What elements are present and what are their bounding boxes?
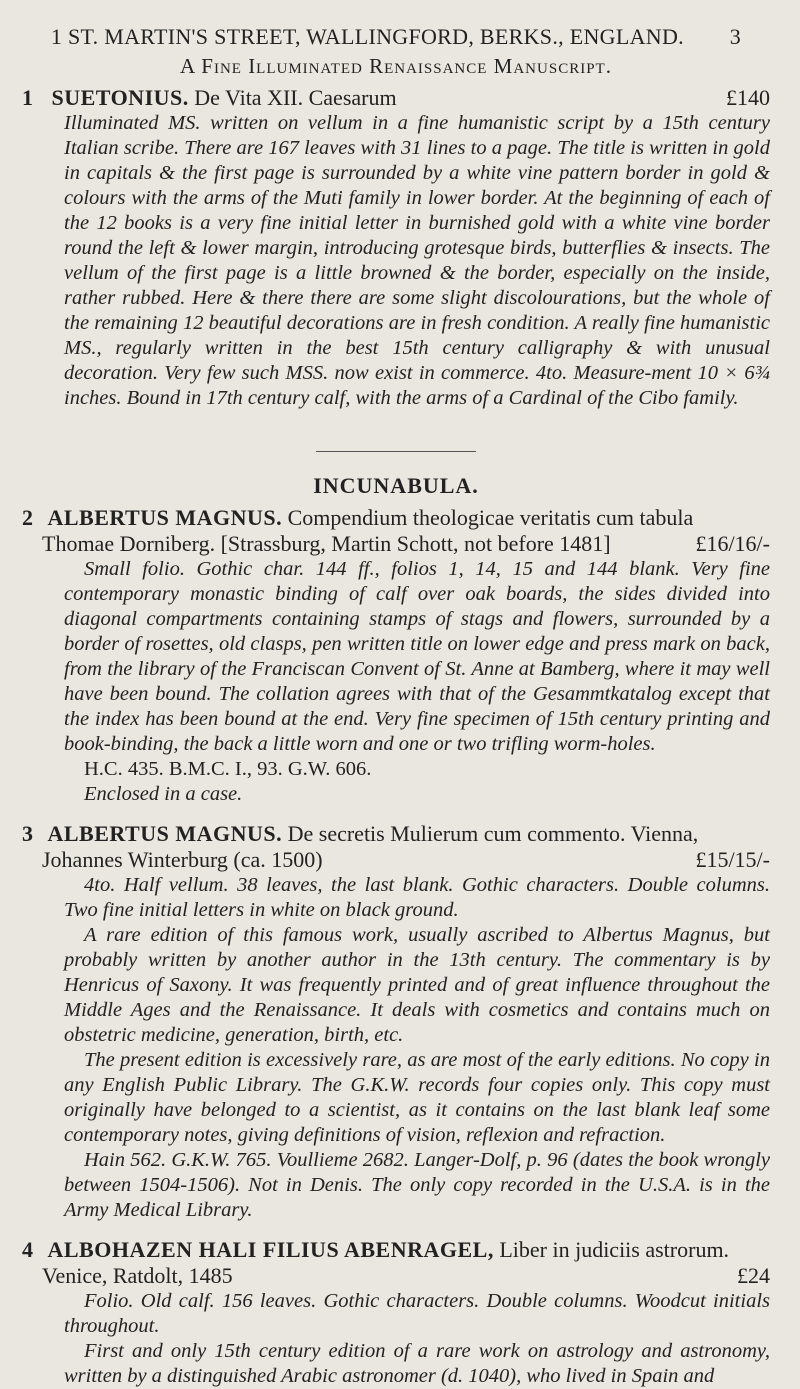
entry-imprint: Venice, Ratdolt, 1485 bbox=[42, 1263, 233, 1288]
entry-heading bbox=[22, 505, 770, 531]
entry-title: De secretis Mulierum cum commento. Vienna, bbox=[287, 821, 699, 846]
entry-number: 3 bbox=[22, 821, 33, 846]
entry-author: ALBERTUS MAGNUS. bbox=[47, 821, 283, 846]
description-paragraph: Hain 562. G.K.W. 765. Voullieme 2682. Langer-Dolf, p. 96 (dates the book wrongly between 1504-1506). Not in Denis. The only copy recorded in the U.S.A. is in the Army Medical Library. bbox=[64, 1149, 770, 1221]
catalogue-entry-4 bbox=[22, 1237, 770, 1389]
catalogue-entry-2 bbox=[22, 505, 770, 807]
entry-description bbox=[22, 1289, 770, 1389]
description-paragraph: A rare edition of this famous work, usually ascribed to Albertus Magnus, but probably written by another author in the 13th century. The commentary is by Henricus of Saxony. It was frequently printed and of great influence throughout the Middle Ages and the Renaissance. It deals with cosmetics and contains much on obstetric medicine, generation, birth, etc. bbox=[64, 924, 770, 1046]
page-number: 3 bbox=[729, 24, 742, 49]
entry-author: ALBOHAZEN HALI FILIUS ABENRAGEL, bbox=[47, 1237, 494, 1262]
entry-title: Liber in judiciis astrorum. bbox=[499, 1237, 730, 1262]
entry-imprint-line bbox=[22, 531, 770, 557]
entry-references: H.C. 435. B.M.C. I., 93. G.W. 606. bbox=[84, 758, 372, 780]
description-text: Illuminated MS. written on vellum in a fine humanistic script by a 15th century Italian scribe. There are 167 leaves with 31 lines to a page. The title is written in gold in capitals & the first page is surrounded by a white vine pattern border in gold & colours with the arms of the Muti family in lower border. At the beginning of each of the 12 books is a very fine initial letter in burnished gold with a white vine border round the left & lower margin, introducing grotesque birds, butterflies & insects. The vellum of the first page is a little browned & the border, especially on the inside, rather rubbed. Here & there there are some slight discolourations, but the whole of the remaining 12 beautiful decorations are in fresh condition. A really fine humanistic MS., regularly written in the best 15th century calligraphy & with unusual decoration. Very few such MSS. now exist in commerce. 4to. Measure-ment 10 × 6¾ inches. Bound in 17th century calf, with the arms of a Cardinal of the Cibo family. bbox=[64, 112, 770, 409]
divider-rule bbox=[316, 451, 476, 452]
catalogue-entry-1 bbox=[22, 85, 770, 411]
entry-imprint: Thomae Dorniberg. [Strassburg, Martin Schott, not before 1481] bbox=[42, 531, 611, 556]
description-paragraph: 4to. Half vellum. 38 leaves, the last blank. Gothic characters. Double columns. Two fine initial letters in white on black ground. bbox=[64, 874, 770, 921]
entry-number: 1 bbox=[22, 85, 33, 110]
entry-imprint: Johannes Winterburg (ca. 1500) bbox=[42, 847, 323, 872]
running-head bbox=[22, 24, 770, 50]
entry-number: 2 bbox=[22, 505, 33, 530]
subheading: A Fine Illuminated Renaissance Manuscript. bbox=[180, 54, 612, 78]
entry-price: £24 bbox=[737, 1263, 770, 1288]
description-paragraph: Folio. Old calf. 156 leaves. Gothic characters. Double columns. Woodcut initials throughout. bbox=[64, 1290, 770, 1337]
entry-imprint-line bbox=[22, 847, 770, 873]
section-title bbox=[22, 473, 770, 499]
entry-title: Compendium theologicae veritatis cum tabula bbox=[287, 505, 694, 530]
description-paragraph: First and only 15th century edition of a rare work on astrology and astronomy, written by a distinguished Arabic astronomer (d. 1040), who lived in Spain and bbox=[64, 1340, 770, 1387]
description-text: Small folio. Gothic char. 144 ff., folios 1, 14, 15 and 144 blank. Very fine contemporary monastic binding of calf over oak boards, the sides divided into diagonal compartments containing stamps of stags and flowers, surrounded by a border of rosettes, old clasps, pen written title on lower edge and press mark on back, from the library of the Franciscan Convent of St. Anne at Bamberg, where it may well have been bound. The collation agrees with that of the Gesammtkatalog except that the index has been bound at the end. Very fine specimen of 15th century printing and book-binding, the back a little worn and one or two trifling worm-holes. bbox=[64, 558, 770, 755]
entry-note: Enclosed in a case. bbox=[84, 783, 243, 805]
entry-title: De Vita XII. Caesarum bbox=[194, 85, 397, 110]
entry-description bbox=[22, 873, 770, 1223]
entry-number: 4 bbox=[22, 1237, 33, 1262]
entry-description bbox=[22, 111, 770, 411]
entry-heading bbox=[22, 821, 770, 847]
entry-imprint-line bbox=[22, 1263, 770, 1289]
entry-price: £15/15/- bbox=[695, 847, 770, 872]
section-title-text: INCUNABULA. bbox=[313, 473, 479, 498]
catalogue-entry-3 bbox=[22, 821, 770, 1223]
description-paragraph: The present edition is excessively rare, as are most of the early editions. No copy in any English Public Library. The G.K.W. records four copies only. This copy must originally have belonged to a scientist, as it contains on the last blank leaf some contemporary notes, giving definitions of vision, reflexion and refraction. bbox=[64, 1049, 770, 1146]
entry-author: SUETONIUS. bbox=[51, 85, 189, 110]
entry-price: £16/16/- bbox=[695, 531, 770, 556]
running-head-address: 1 ST. MARTIN'S STREET, WALLINGFORD, BERKS., ENGLAND. bbox=[50, 24, 684, 49]
entry-description bbox=[22, 557, 770, 757]
entry-heading bbox=[22, 1237, 770, 1263]
entry-price: £140 bbox=[726, 85, 770, 110]
entry-author: ALBERTUS MAGNUS. bbox=[47, 505, 283, 530]
